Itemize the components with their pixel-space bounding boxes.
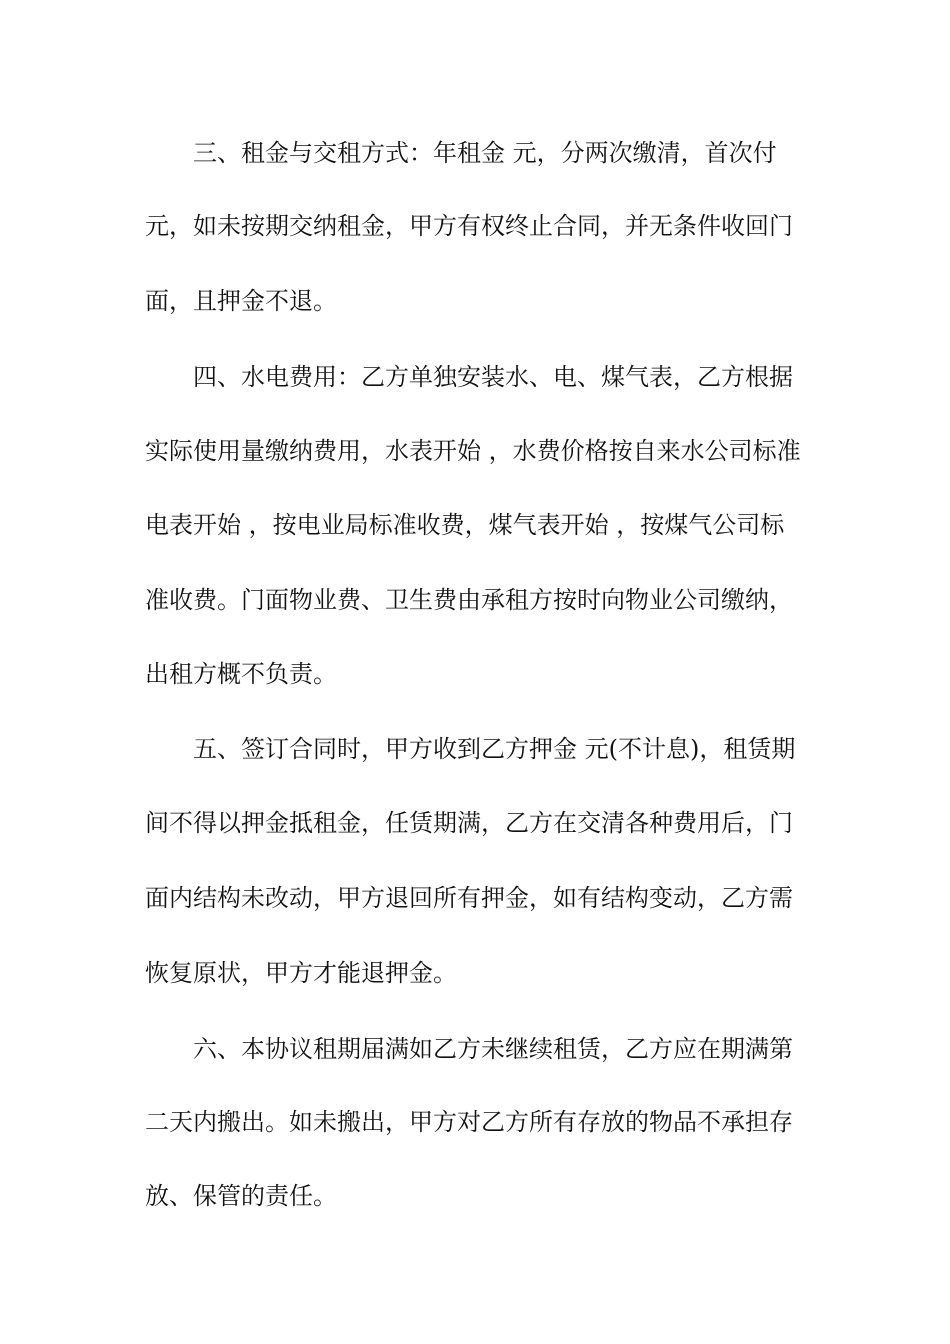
clause-4-line-1: 四、水电费用：乙方单独安装水、电、煤气表，乙方根据 xyxy=(193,363,793,391)
clause-3-line-3: 面，且押金不退。 xyxy=(145,287,337,315)
clause-4-line-5: 出租方概不负责。 xyxy=(145,660,337,688)
clause-3-line-2: 元，如未按期交纳租金，甲方有权终止合同，并无条件收回门 xyxy=(145,212,793,240)
clause-5-line-2: 间不得以押金抵租金，任赁期满，乙方在交清各种费用后，门 xyxy=(145,809,793,837)
clause-4-line-4: 准收费。门面物业费、卫生费由承租方按时向物业公司缴纳， xyxy=(145,586,793,614)
clause-6-line-3: 放、保管的责任。 xyxy=(145,1182,337,1210)
clause-6-line-1: 六、本协议租期届满如乙方未继续租赁，乙方应在期满第 xyxy=(193,1035,793,1063)
clause-3-line-1: 三、租金与交租方式：年租金 元，分两次缴清，首次付 xyxy=(193,139,777,167)
clause-5-line-4: 恢复原状，甲方才能退押金。 xyxy=(145,959,457,987)
clause-6-line-2: 二天内搬出。如未搬出，甲方对乙方所有存放的物品不承担存 xyxy=(145,1108,793,1136)
clause-4-line-2: 实际使用量缴纳费用，水表开始 ，水费价格按自来水公司标准 xyxy=(145,437,801,465)
clause-5-line-3: 面内结构未改动，甲方退回所有押金，如有结构变动，乙方需 xyxy=(145,884,793,912)
clause-5-line-1: 五、签订合同时，甲方收到乙方押金 元(不计息)，租赁期 xyxy=(193,735,796,763)
clause-4-line-3: 电表开始 ，按电业局标准收费，煤气表开始 ，按煤气公司标 xyxy=(145,511,785,539)
